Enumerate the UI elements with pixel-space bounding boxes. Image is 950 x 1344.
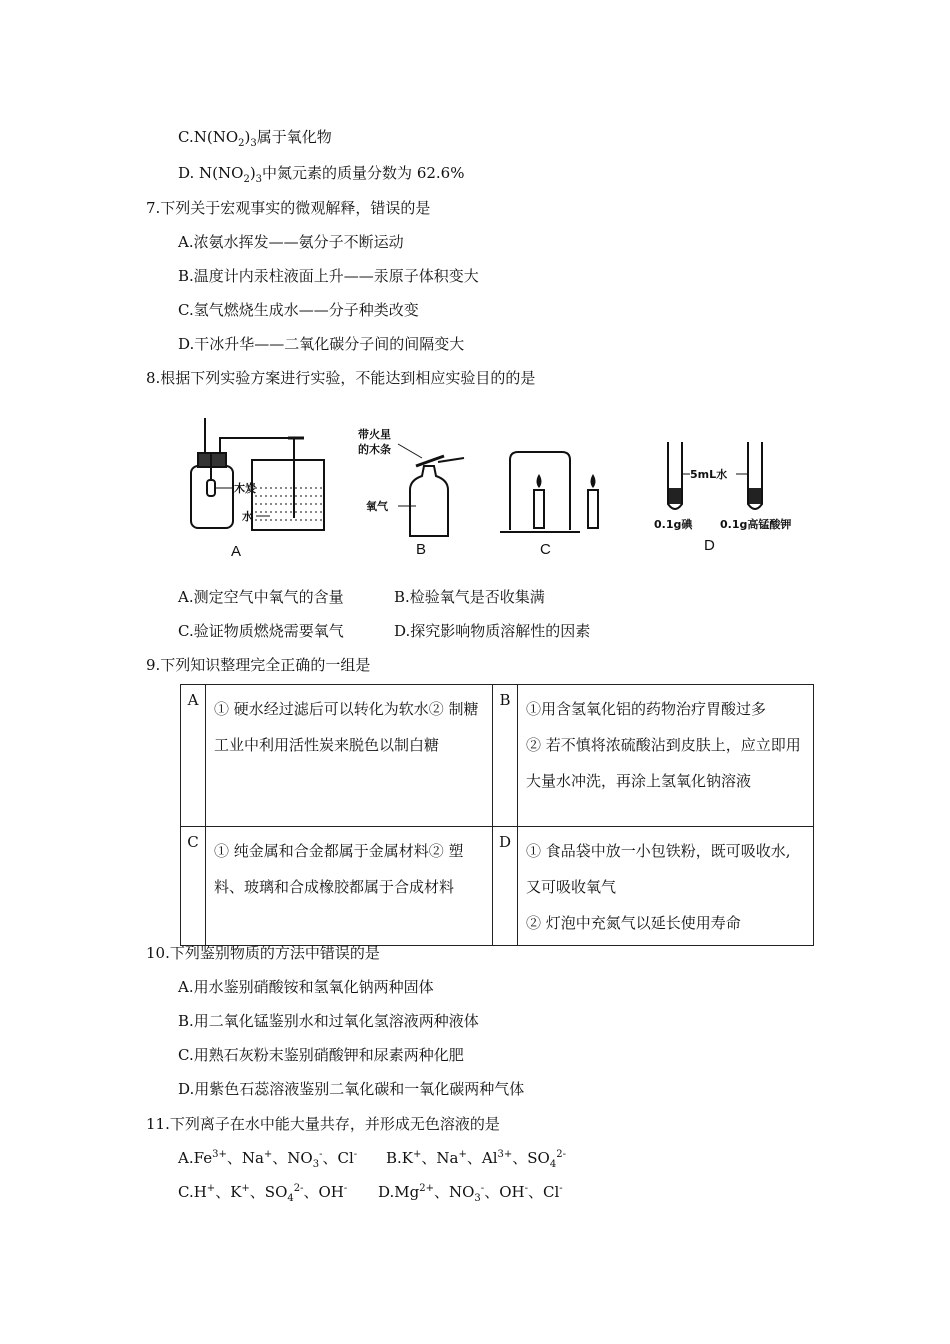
q8-experiment-figure [176, 408, 826, 568]
q9-cell-d-line1: ① 食品袋中放一小包铁粉，既可吸收水,又可吸收氧气 [526, 842, 791, 896]
d-label-kmno4: 0.1g高锰酸钾 [720, 518, 792, 531]
q11-option-d: $D.Mg^{2+}$、$NO_3^-$、OH-、Cl- [378, 1183, 563, 1204]
a-beaker [252, 460, 324, 530]
b-bottle [410, 466, 448, 536]
q8-option-c: C.验证物质燃烧需要氧气 [178, 622, 344, 640]
q10-option-c: C.用熟石灰粉末鉴别硝酸钾和尿素两种化肥 [178, 1046, 464, 1064]
q9-cell-b-line1: ①用含氢氧化铝的药物治疗胃酸过多 [526, 700, 767, 718]
d-label-iodine: 0.1g碘 [654, 518, 693, 531]
q9-cell-a: ① 硬水经过滤后可以转化为软水② 制糖工业中利用活性炭来脱色以制白糖 [206, 685, 493, 827]
a-water [255, 488, 322, 520]
q9-cell-label-c: C [181, 827, 206, 946]
q9-cell-b-line2: ② 若不慎将浓硫酸沾到皮肤上，应立即用大量水冲洗，再涂上氢氧化钠溶液 [526, 736, 801, 790]
c-candle-inside [534, 490, 544, 528]
a-tube [220, 438, 294, 518]
q7-option-b: B.温度计内汞柱液面上升——汞原子体积变大 [178, 267, 479, 285]
c-flame-inside [537, 474, 542, 488]
b-caption: B [416, 541, 427, 558]
q9-knowledge-table [180, 684, 814, 946]
q10-option-a: A.用水鉴别硝酸铵和氢氧化钠两种固体 [178, 978, 434, 996]
d-kmno4-solid [749, 488, 761, 504]
a-label-water: 水 [242, 510, 253, 523]
c-candle-outside [588, 490, 598, 528]
q9-cell-label-d: D [493, 827, 518, 946]
c-flame-outside [591, 474, 596, 488]
b-label-stick2: 的木条 [358, 443, 391, 456]
c-caption: C [540, 541, 551, 558]
q9-cell-b [518, 685, 814, 827]
q10-stem: 10.下列鉴别物质的方法中错误的是 [146, 944, 380, 962]
q7-option-c: C.氢气燃烧生成水——分子种类改变 [178, 301, 419, 319]
d-iodine-solid [669, 488, 681, 504]
q11-option-b: B.K+、Na+、$Al^{3+}$、$SO_4^{2-}$ [386, 1149, 566, 1170]
q11-option-c: C.H+、K+、$SO_4^{2-}$、OH- [178, 1183, 348, 1204]
d-caption: D [704, 537, 715, 554]
table-row [181, 827, 814, 946]
a-spoon [207, 480, 215, 496]
table-row [181, 685, 814, 827]
q6-option-d: D. $N(NO_2)_3$中氮元素的质量分数为 62.6% [178, 164, 465, 185]
q9-cell-d [518, 827, 814, 946]
q8-apparatus-drawing [176, 408, 826, 568]
q10-option-d: D.用紫色石蕊溶液鉴别二氧化碳和一氧化碳两种气体 [178, 1080, 525, 1098]
q10-option-b: B.用二氧化锰鉴别水和过氧化氢溶液两种液体 [178, 1012, 479, 1030]
q7-option-a: A.浓氨水挥发——氨分子不断运动 [178, 233, 404, 251]
q9-cell-c: ① 纯金属和合金都属于金属材料② 塑料、玻璃和合成橡胶都属于合成材料 [206, 827, 493, 946]
a-label-charcoal: 木炭 [234, 482, 256, 495]
q8-stem: 8.根据下列实验方案进行实验，不能达到相应实验目的的是 [146, 369, 536, 387]
q8-option-b: B.检验氧气是否收集满 [394, 588, 545, 606]
q9-cell-label-b: B [493, 685, 518, 827]
q9-cell-d-line2: ② 灯泡中充氮气以延长使用寿命 [526, 914, 741, 932]
q9-cell-label-a: A [181, 685, 206, 827]
q9-stem: 9.下列知识整理完全正确的一组是 [146, 656, 371, 674]
b-label-oxygen: 氧气 [366, 500, 388, 513]
d-label-water: 5mL水 [690, 468, 728, 481]
q7-option-d: D.干冰升华——二氧化碳分子间的间隔变大 [178, 335, 465, 353]
q6-option-c: $C.N(NO_2)_3$属于氧化物 [178, 128, 332, 149]
b-label-stick: 带火星 [358, 428, 391, 441]
q8-option-a: A.测定空气中氧气的含量 [178, 588, 344, 606]
q11-stem: 11.下列离子在水中能大量共存，并形成无色溶液的是 [146, 1115, 500, 1133]
q7-stem: 7.下列关于宏观事实的微观解释，错误的是 [146, 199, 431, 217]
a-caption: A [231, 543, 242, 560]
q11-option-a: $A.Fe^{3+}$、Na+、$NO_3^-$、Cl- [178, 1149, 358, 1170]
q8-option-d: D.探究影响物质溶解性的因素 [394, 622, 591, 640]
b-stick [438, 458, 464, 462]
